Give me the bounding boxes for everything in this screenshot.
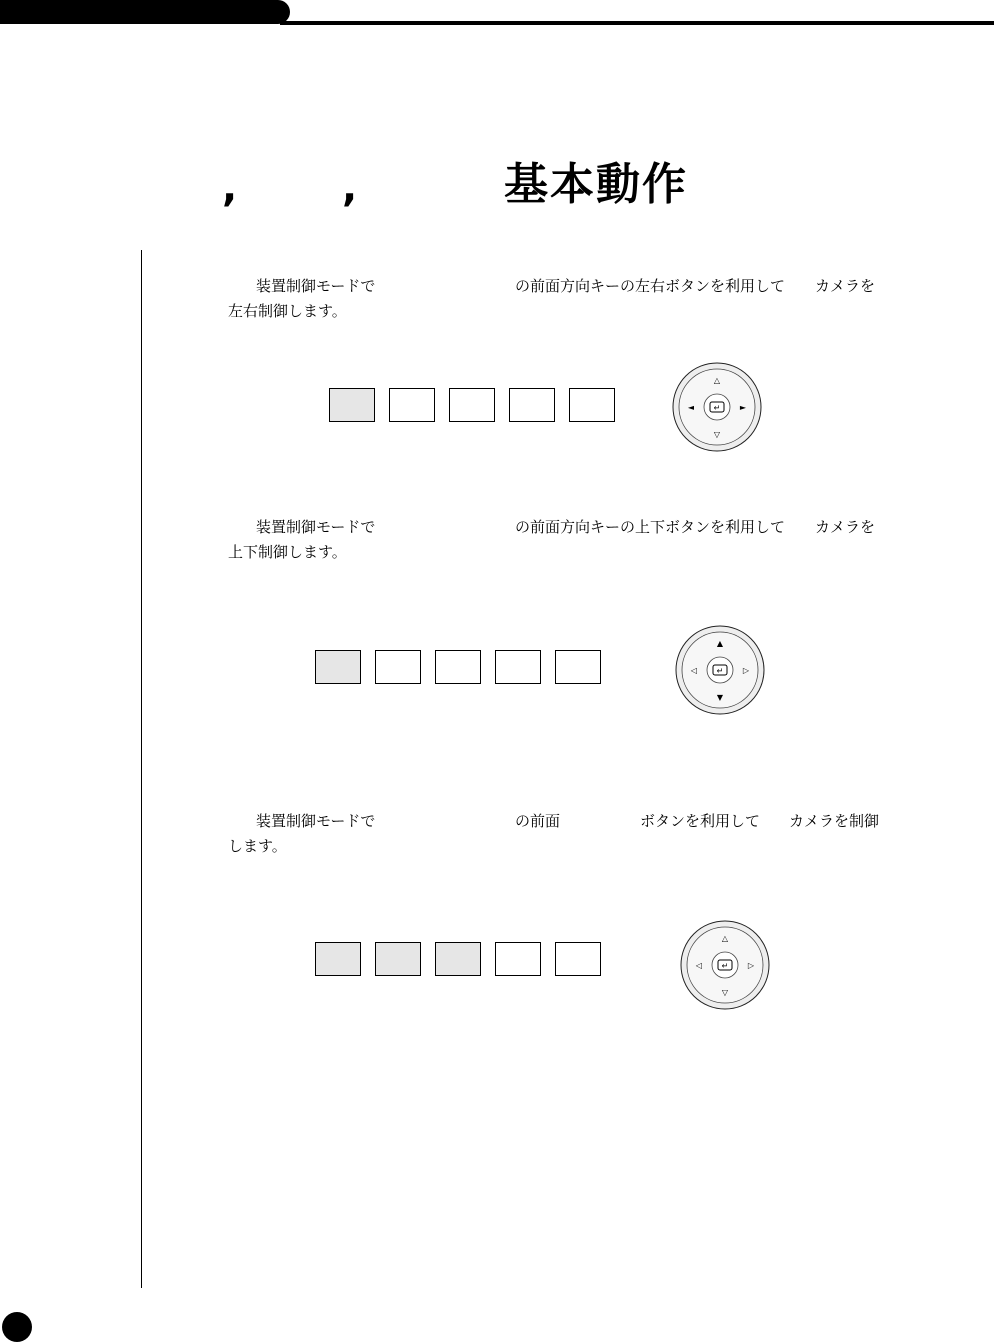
enter-icon: ↵ (716, 666, 724, 676)
arrow-up-icon: ▲ (716, 639, 724, 648)
arrow-down-icon: ▼ (716, 693, 724, 702)
header-tab-bar (0, 0, 290, 24)
key-2 (375, 942, 421, 976)
key-1 (329, 388, 375, 422)
key-4 (509, 388, 555, 422)
arrow-left-icon: ◁ (690, 666, 698, 675)
arrow-right-icon: ▷ (747, 961, 755, 970)
header-rule (280, 21, 994, 25)
title-comma-1: , (222, 165, 238, 211)
section-1-text-line2: 左右制御します。 (228, 302, 347, 320)
arrow-right-icon: ▷ (742, 666, 750, 675)
key-2 (389, 388, 435, 422)
arrow-down-icon: ▽ (713, 430, 721, 439)
section-3-text-c: ボタンを利用して (640, 812, 761, 830)
joystick-up-down-icon (675, 625, 765, 715)
section-1-text-c: カメラを (815, 277, 876, 295)
arrow-right-icon: ► (739, 403, 747, 412)
arrow-up-icon: △ (721, 934, 729, 943)
key-4 (495, 942, 541, 976)
joystick-neutral-icon (680, 920, 770, 1010)
key-3 (435, 650, 481, 684)
section-3-text-a: 装置制御モードで (256, 812, 376, 830)
section-3-text-d: カメラを制御 (789, 812, 880, 830)
page-title: 基本動作 (504, 159, 688, 210)
title-comma-2: , (342, 165, 358, 211)
section-3-text-b: の前面 (515, 812, 561, 830)
key-5 (569, 388, 615, 422)
section-2-text-b: の前面方向キーの上下ボタンを利用して (515, 518, 786, 536)
key-1 (315, 650, 361, 684)
key-3 (449, 388, 495, 422)
key-5 (555, 942, 601, 976)
key-4 (495, 650, 541, 684)
enter-icon: ↵ (721, 961, 729, 971)
section-1-text-a: 装置制御モードで (256, 277, 376, 295)
section-2-text-a: 装置制御モードで (256, 518, 376, 536)
arrow-left-icon: ◁ (695, 961, 703, 970)
key-5 (555, 650, 601, 684)
margin-rule (141, 250, 142, 1288)
key-2 (375, 650, 421, 684)
section-1-text-b: の前面方向キーの左右ボタンを利用して (515, 277, 786, 295)
page-number-badge (2, 1312, 32, 1342)
key-1 (315, 942, 361, 976)
arrow-left-icon: ◄ (687, 403, 695, 412)
key-3 (435, 942, 481, 976)
joystick-left-right-icon (672, 362, 762, 452)
section-2-text-c: カメラを (815, 518, 876, 536)
section-3-text-line2: します。 (228, 837, 287, 855)
section-2-text-line2: 上下制御します。 (228, 543, 347, 561)
enter-icon: ↵ (713, 403, 721, 413)
arrow-up-icon: △ (713, 376, 721, 385)
arrow-down-icon: ▽ (721, 988, 729, 997)
